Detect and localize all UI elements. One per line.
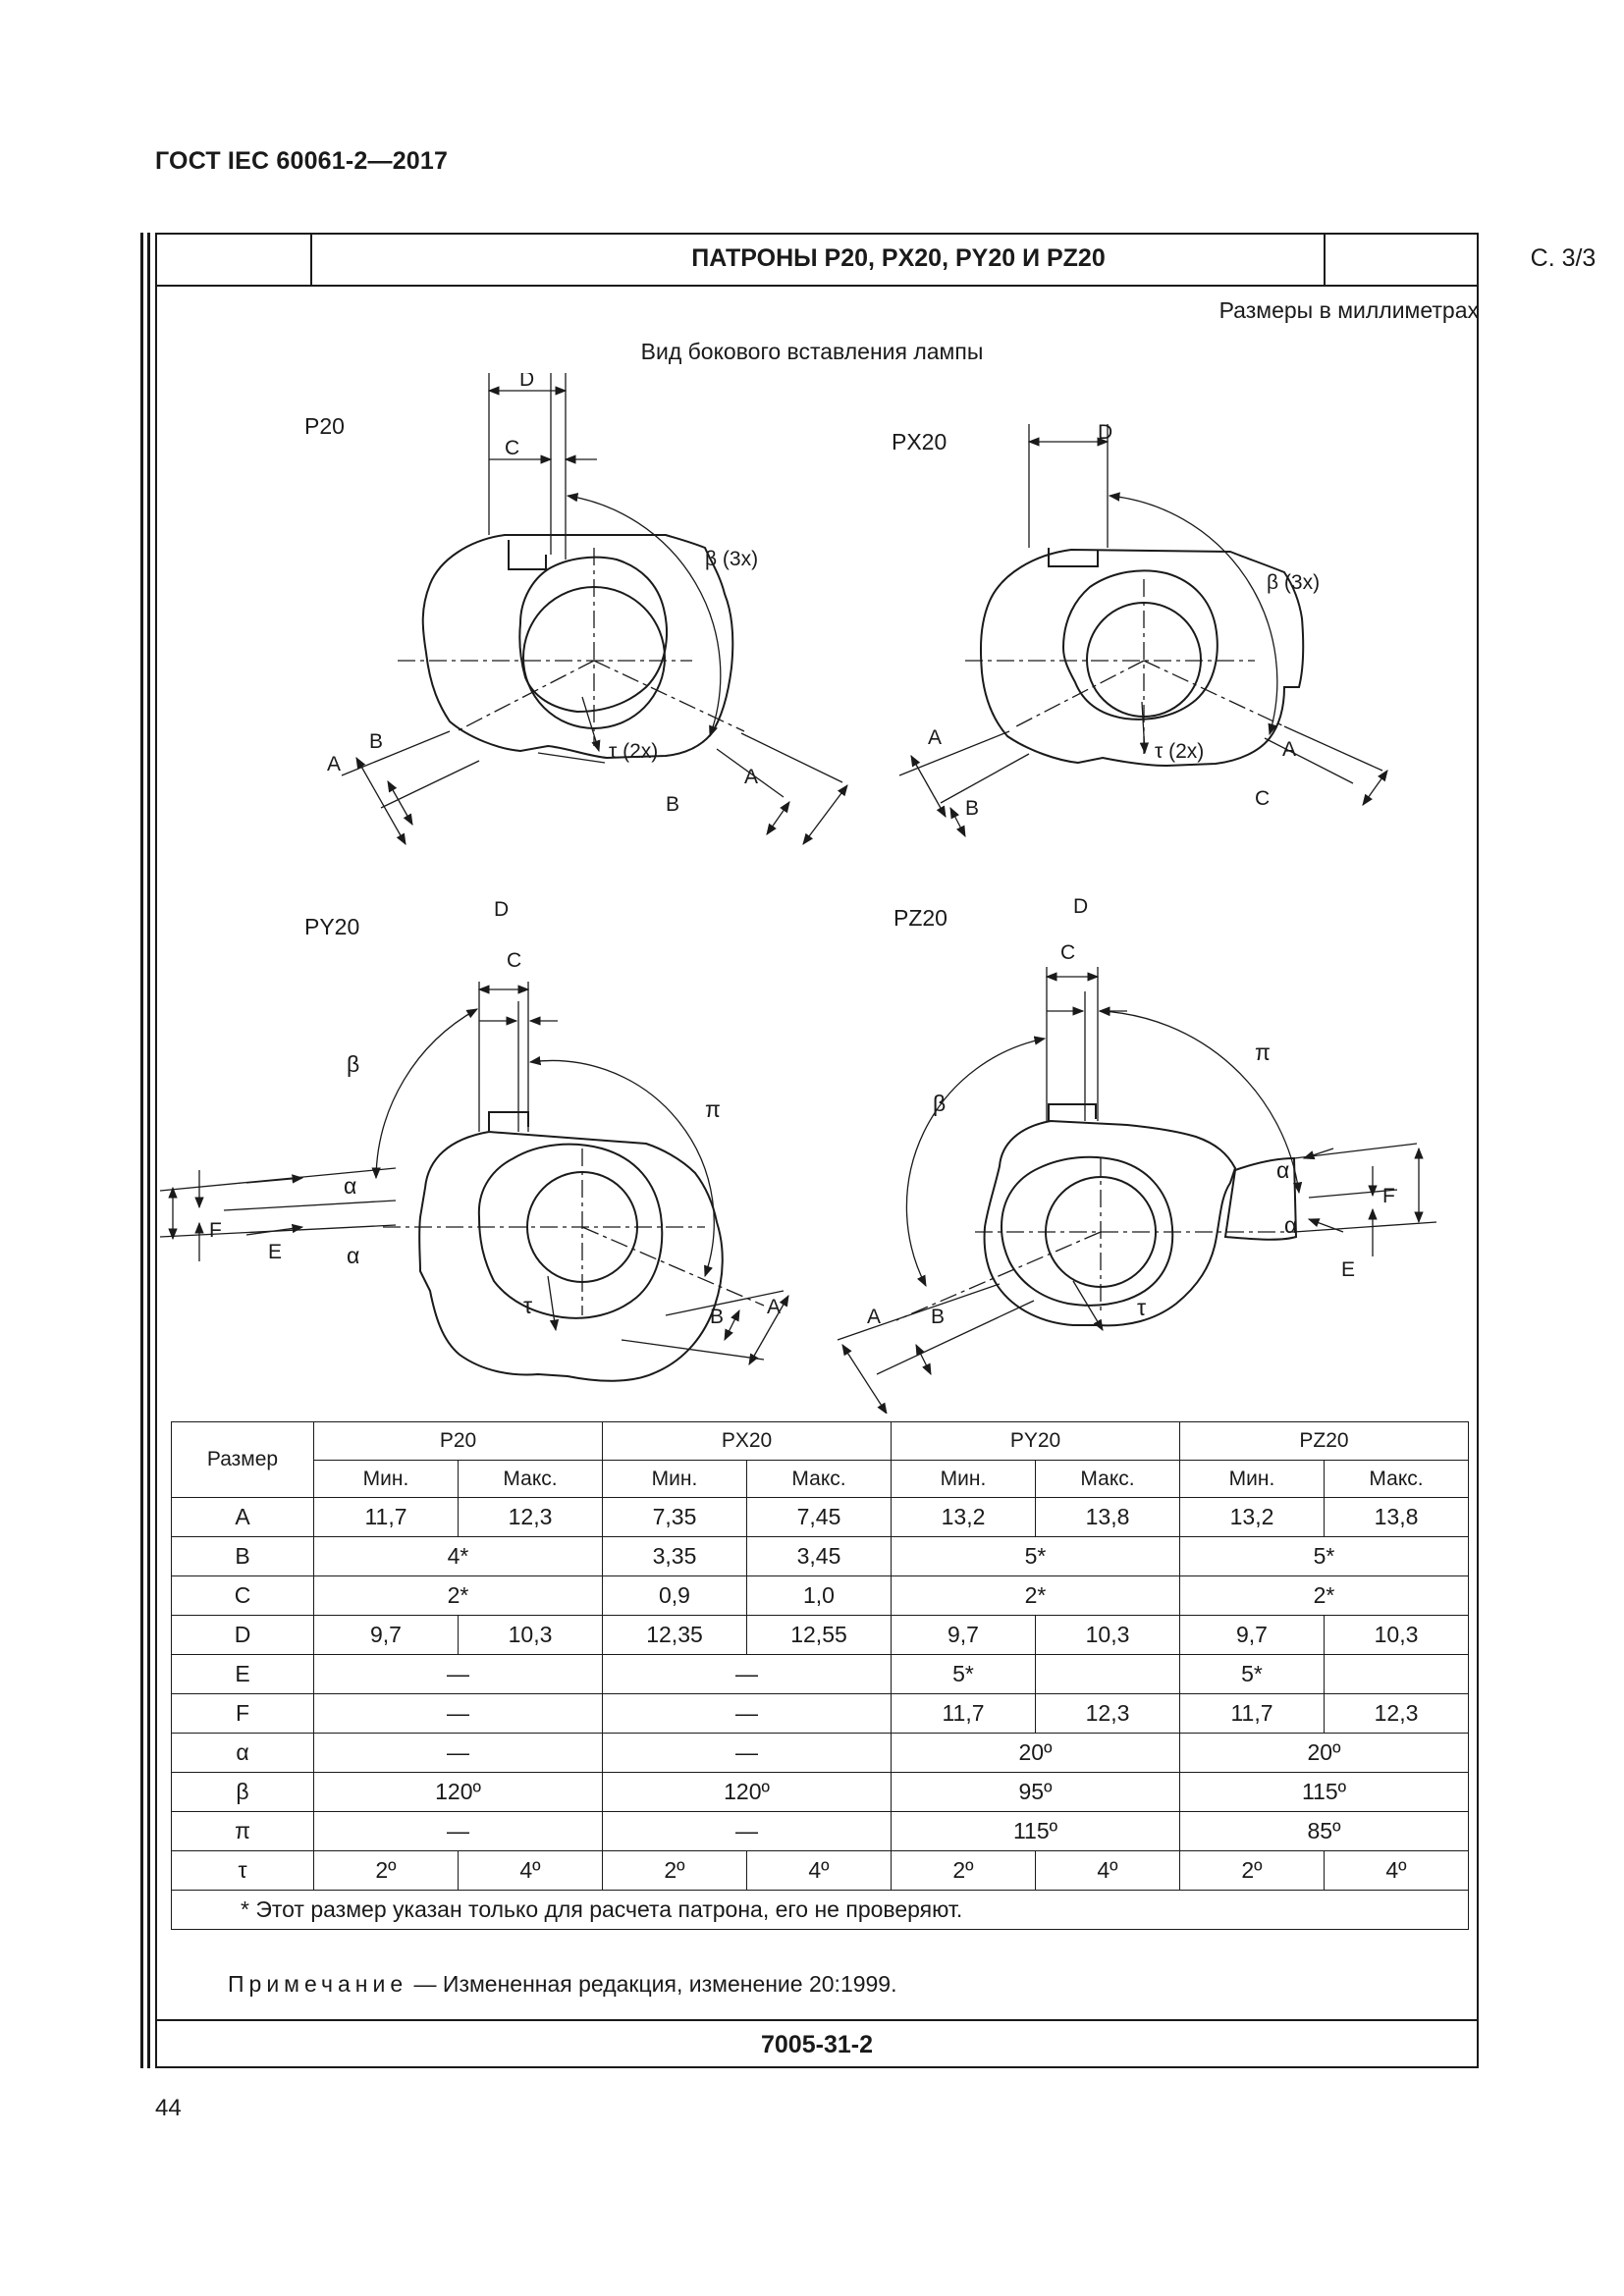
frame-rule-inner: [147, 233, 150, 2068]
px20-dim-beta: β (3x): [1267, 571, 1321, 594]
view-title: Вид бокового вставления лампы: [640, 339, 984, 364]
pz20-label: PZ20: [893, 905, 947, 931]
table-cell: 2º: [603, 1851, 747, 1891]
pz20-dim-f: F: [1382, 1185, 1395, 1207]
table-cell: 4º: [1036, 1851, 1180, 1891]
table-row: [172, 1812, 1469, 1851]
table-cell: 11,7: [892, 1694, 1036, 1734]
table-row-key: β: [172, 1773, 314, 1812]
table-cell: 13,2: [1180, 1498, 1325, 1537]
py20-dim-a: A: [767, 1296, 782, 1318]
table-cell: 9,7: [892, 1616, 1036, 1655]
table-header-p20: P20: [314, 1422, 603, 1461]
p20-dim-c: C: [505, 437, 520, 459]
drawing-px20-dims: [899, 424, 1387, 836]
table-row-key: τ: [172, 1851, 314, 1891]
table-cell: —: [603, 1655, 892, 1694]
py20-dim-c: C: [507, 949, 522, 972]
table-subheader-min: Мин.: [1180, 1461, 1325, 1498]
py20-dim-pi: π: [705, 1096, 721, 1122]
title-block-divider: [1324, 233, 1326, 287]
py20-dim-tau: τ: [523, 1293, 533, 1318]
pz20-dim-alpha-top: α: [1276, 1157, 1290, 1183]
table-header-pz20: PZ20: [1180, 1422, 1469, 1461]
table-cell: —: [603, 1812, 892, 1851]
px20-dim-a-right: A: [1282, 738, 1297, 761]
table-cell: [1325, 1655, 1469, 1694]
table-cell: 2º: [892, 1851, 1036, 1891]
p20-label: P20: [304, 413, 345, 439]
table-row-key: π: [172, 1812, 314, 1851]
py20-dim-beta: β: [347, 1051, 360, 1077]
table-cell: 4º: [1325, 1851, 1469, 1891]
px20-dim-b-left: B: [965, 797, 980, 820]
py20-dim-e: E: [268, 1241, 283, 1263]
table-row: [172, 1694, 1469, 1734]
note-dash: —: [413, 1971, 437, 1997]
table-cell: 120º: [314, 1773, 603, 1812]
py20-label: PY20: [304, 914, 360, 939]
table-row: [172, 1851, 1469, 1891]
table-subheader-max: Макс.: [747, 1461, 892, 1498]
table-subheader-max: Макс.: [459, 1461, 603, 1498]
table-body: [172, 1498, 1469, 1891]
table-cell: 5*: [1180, 1537, 1469, 1576]
table-cell: 4*: [314, 1537, 603, 1576]
table-header-size: Размер: [172, 1422, 314, 1498]
table-cell: 2*: [1180, 1576, 1469, 1616]
px20-dim-tau: τ (2x): [1155, 740, 1205, 763]
table-cell: 20º: [1180, 1734, 1469, 1773]
table-cell: 12,55: [747, 1616, 892, 1655]
table-cell: —: [603, 1694, 892, 1734]
table-subheader-min: Мин.: [314, 1461, 459, 1498]
table-cell: 10,3: [459, 1616, 603, 1655]
table-cell: —: [603, 1734, 892, 1773]
p20-dim-beta: β (3x): [705, 548, 759, 570]
p20-dim-d: D: [519, 373, 535, 391]
table-cell: —: [314, 1655, 603, 1694]
document-header: ГОСТ IEC 60061-2—2017: [155, 147, 449, 175]
table-row-key: α: [172, 1734, 314, 1773]
table-cell: 11,7: [1180, 1694, 1325, 1734]
px20-dim-d: D: [1098, 421, 1113, 444]
drawing-py20: [419, 1112, 723, 1381]
pz20-dim-b: B: [931, 1306, 946, 1328]
table-cell: 2º: [314, 1851, 459, 1891]
table-cell: 10,3: [1036, 1616, 1180, 1655]
table-cell: 9,7: [314, 1616, 459, 1655]
p20-dim-a-right: A: [744, 766, 759, 788]
py20-dim-alpha-bottom: α: [347, 1243, 360, 1268]
py20-dim-b: B: [710, 1306, 725, 1328]
table-cell: 3,35: [603, 1537, 747, 1576]
table-row-key: E: [172, 1655, 314, 1694]
py20-dim-f: F: [209, 1219, 222, 1242]
title-block-title: ПАТРОНЫ Р20, PX20, PY20 И PZ20: [691, 244, 1106, 272]
table-cell: 2*: [314, 1576, 603, 1616]
table-row: [172, 1773, 1469, 1812]
table-row: [172, 1616, 1469, 1655]
p20-dim-b-right: B: [666, 793, 680, 816]
table-cell: 3,45: [747, 1537, 892, 1576]
table-cell: 13,2: [892, 1498, 1036, 1537]
table-row-key: A: [172, 1498, 314, 1537]
table-cell: 5*: [892, 1537, 1180, 1576]
py20-dim-alpha-top: α: [344, 1173, 357, 1199]
table-subheader-min: Мин.: [603, 1461, 747, 1498]
table-cell: 10,3: [1325, 1616, 1469, 1655]
pz20-dim-beta: β: [933, 1091, 947, 1116]
table-cell: 95º: [892, 1773, 1180, 1812]
px20-label: PX20: [892, 429, 947, 454]
drawing-number: 7005-31-2: [155, 2019, 1479, 2068]
title-block-sheet: С. 3/3: [1530, 244, 1597, 272]
drawing-p20-dims: [342, 373, 847, 844]
px20-dim-c-right: C: [1255, 787, 1271, 810]
pz20-dim-c: C: [1060, 941, 1076, 964]
frame-rule-outer: [140, 233, 143, 2068]
pz20-dim-d: D: [1073, 895, 1089, 918]
note-label: Примечание: [228, 1971, 408, 1997]
drawing-px20: [981, 548, 1303, 766]
table-row: [172, 1498, 1469, 1537]
table-cell: 115º: [1180, 1773, 1469, 1812]
table-header-px20: PX20: [603, 1422, 892, 1461]
table-cell: [1036, 1655, 1180, 1694]
table-cell: 12,3: [459, 1498, 603, 1537]
p20-dim-tau: τ (2x): [609, 740, 659, 763]
table-cell: —: [314, 1694, 603, 1734]
table-cell: 12,35: [603, 1616, 747, 1655]
table-subheader-max: Макс.: [1325, 1461, 1469, 1498]
table-cell: —: [314, 1812, 603, 1851]
table-footnote: * Этот размер указан только для расчета патрона, его не проверяют.: [172, 1891, 1469, 1930]
table-cell: 0,9: [603, 1576, 747, 1616]
table-row-key: F: [172, 1694, 314, 1734]
table-cell: 5*: [892, 1655, 1036, 1694]
dimensions-table: [171, 1421, 1469, 1930]
pz20-dim-a: A: [867, 1306, 882, 1328]
table-row: [172, 1734, 1469, 1773]
table-cell: 2º: [1180, 1851, 1325, 1891]
table-row: [172, 1655, 1469, 1694]
p20-dim-b-left: B: [369, 730, 384, 753]
table-cell: 9,7: [1180, 1616, 1325, 1655]
table-cell: 20º: [892, 1734, 1180, 1773]
table-header-py20: PY20: [892, 1422, 1180, 1461]
units-note: Размеры в миллиметрах: [1218, 297, 1479, 323]
px20-dim-a-left: A: [928, 726, 943, 749]
note: [228, 1971, 897, 1998]
table-row: [172, 1576, 1469, 1616]
note-text: Измененная редакция, изменение 20:1999.: [442, 1971, 897, 1997]
table-cell: 7,35: [603, 1498, 747, 1537]
title-block: [155, 233, 1597, 287]
table-cell: 13,8: [1036, 1498, 1180, 1537]
table-cell: 85º: [1180, 1812, 1469, 1851]
table-cell: 2*: [892, 1576, 1180, 1616]
table-cell: —: [314, 1734, 603, 1773]
table-subheader-min: Мин.: [892, 1461, 1036, 1498]
table-cell: 13,8: [1325, 1498, 1469, 1537]
drawing-pz20: [985, 1104, 1296, 1325]
pz20-dim-pi: π: [1255, 1040, 1271, 1065]
table-cell: 5*: [1180, 1655, 1325, 1694]
table-cell: 4º: [747, 1851, 892, 1891]
table-cell: 12,3: [1036, 1694, 1180, 1734]
table-row-key: C: [172, 1576, 314, 1616]
table-cell: 115º: [892, 1812, 1180, 1851]
table-subheader-max: Макс.: [1036, 1461, 1180, 1498]
p20-dim-a-left: A: [327, 753, 342, 775]
table-row: [172, 1537, 1469, 1576]
page-number: 44: [155, 2095, 182, 2121]
py20-dim-d: D: [494, 898, 510, 921]
table-cell: 120º: [603, 1773, 892, 1812]
pz20-dim-tau: τ: [1137, 1295, 1147, 1320]
table-row-key: B: [172, 1537, 314, 1576]
pz20-dim-alpha-bottom: α: [1284, 1212, 1298, 1238]
table-cell: 12,3: [1325, 1694, 1469, 1734]
table-cell: 4º: [459, 1851, 603, 1891]
table-cell: 7,45: [747, 1498, 892, 1537]
title-block-left-cell: [155, 233, 312, 285]
table-cell: 1,0: [747, 1576, 892, 1616]
table-row-key: D: [172, 1616, 314, 1655]
pz20-dim-e: E: [1341, 1258, 1356, 1281]
lampholder-drawings: [155, 373, 1479, 1414]
table-cell: 11,7: [314, 1498, 459, 1537]
